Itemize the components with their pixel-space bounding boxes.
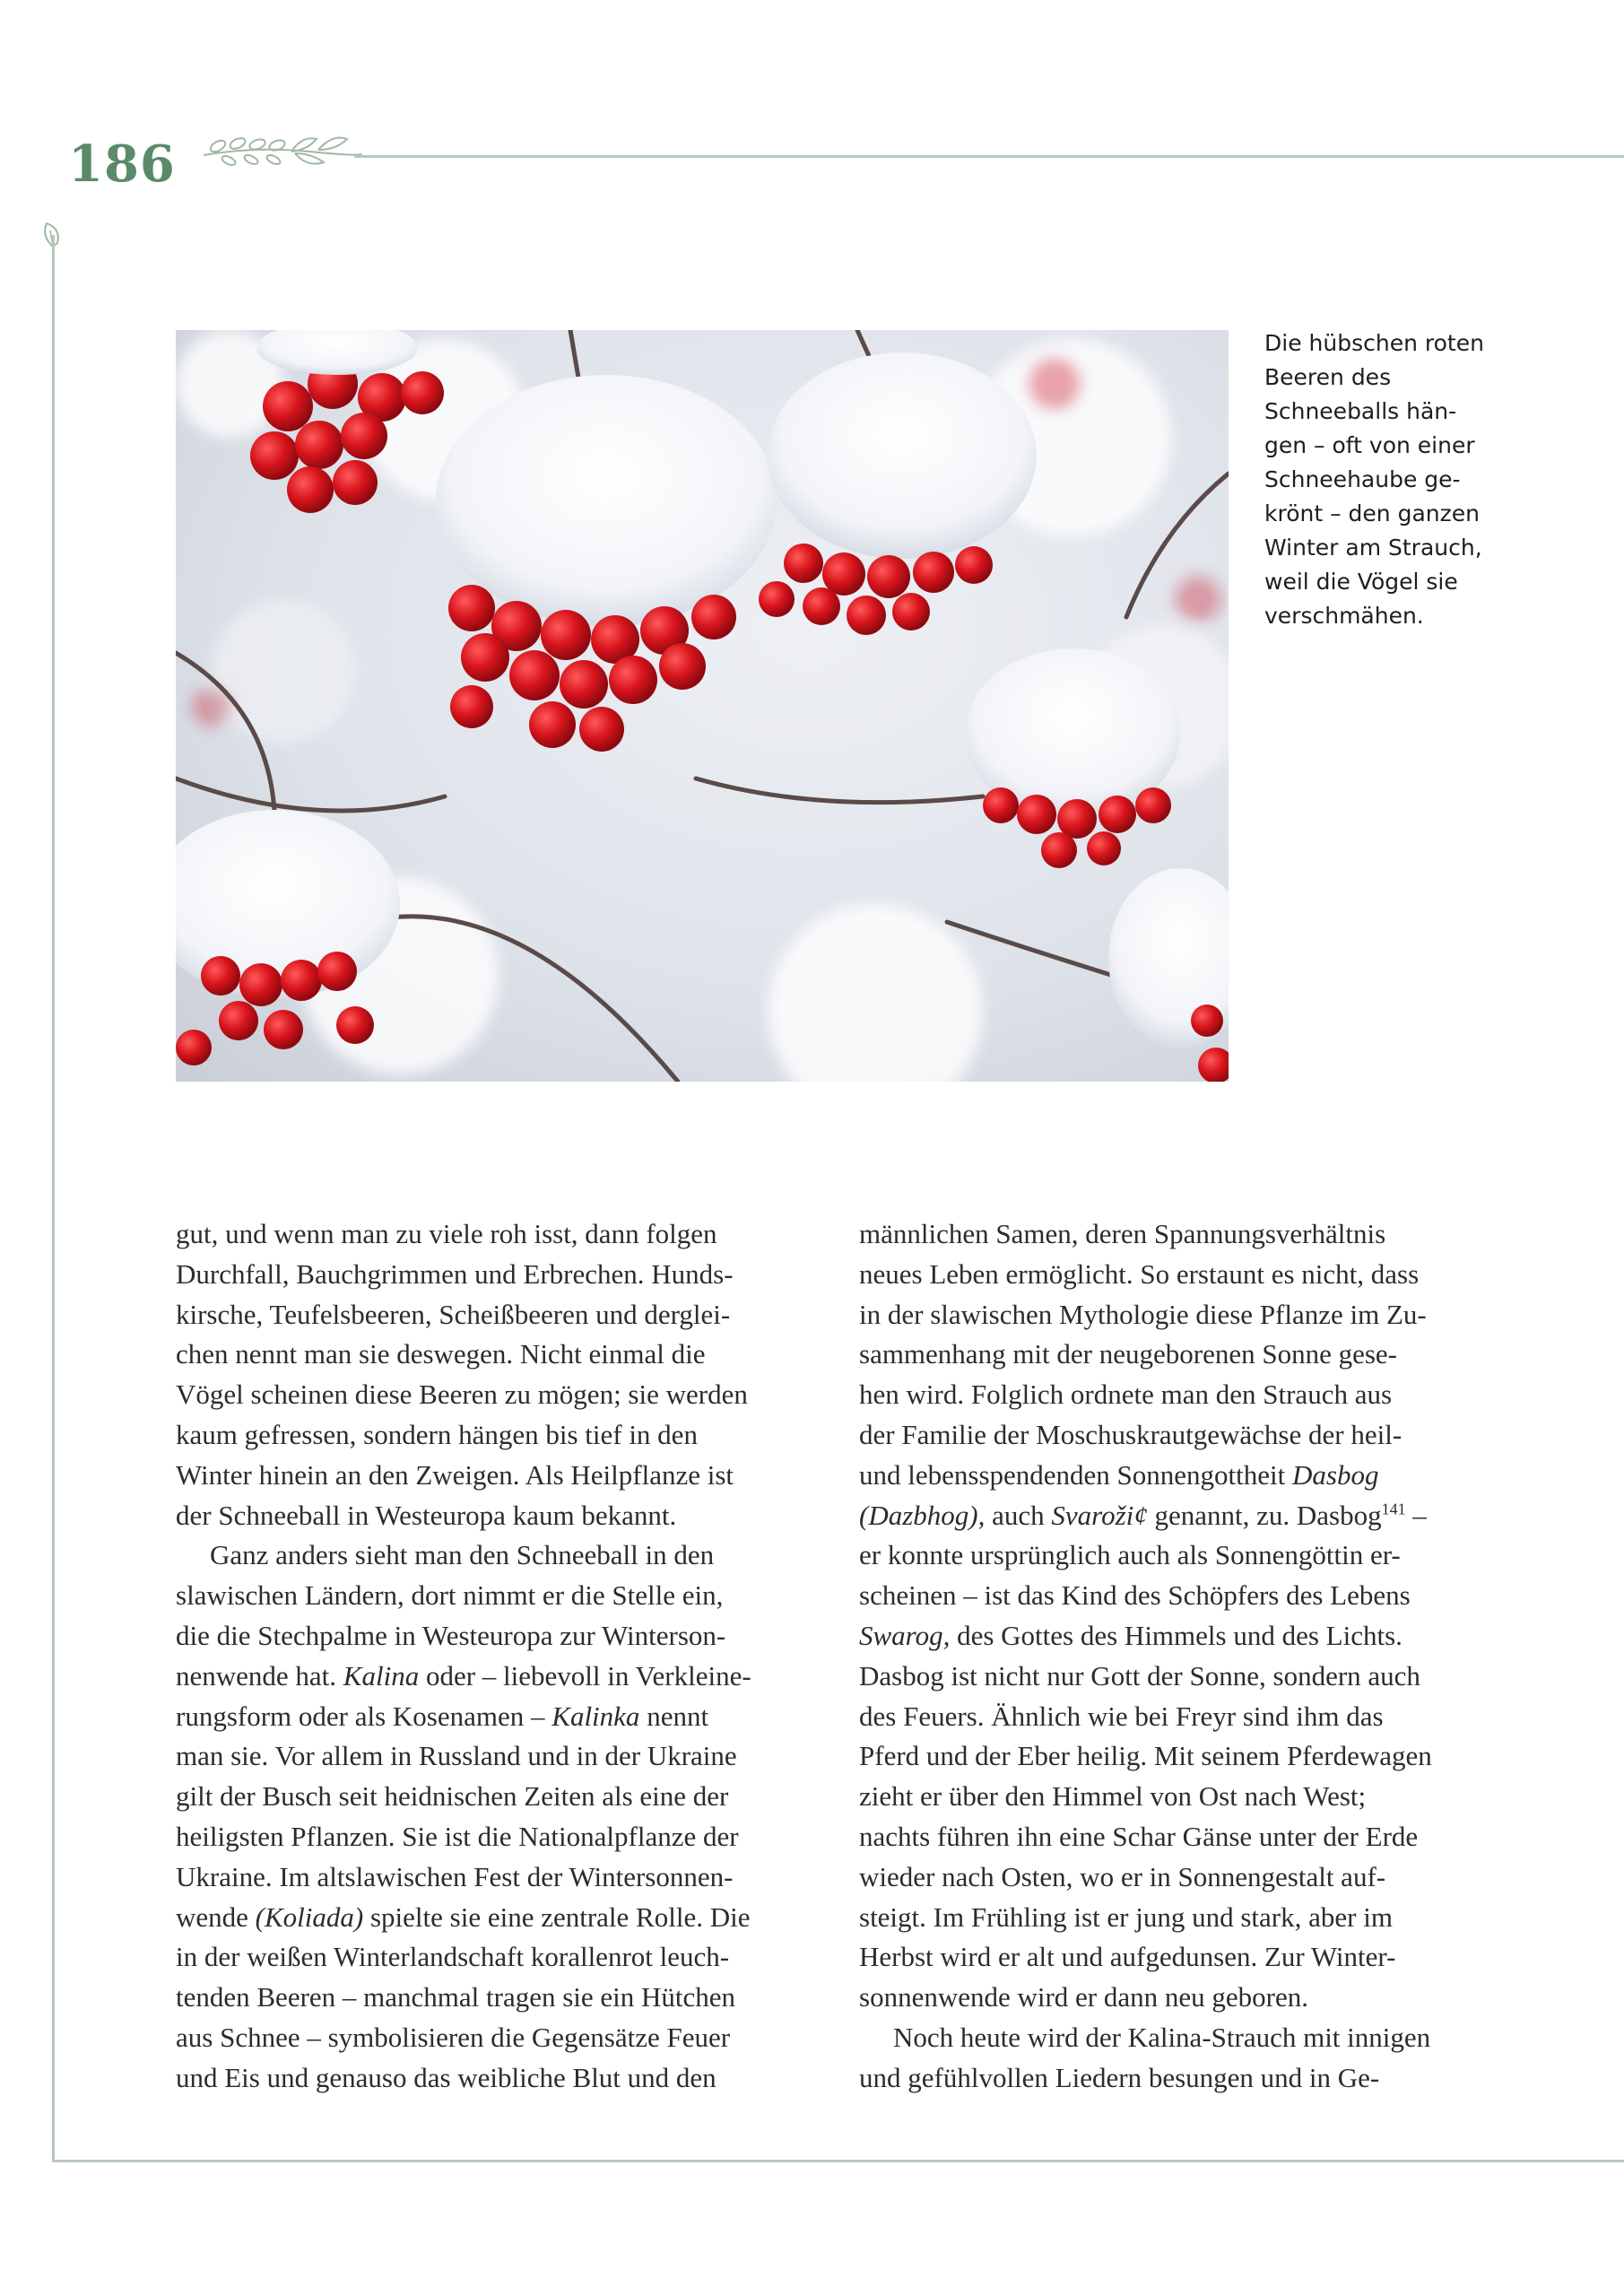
text-line: der Familie der Moschuskrautgewächse der heil- (859, 1418, 1403, 1450)
text-line: kirsche, Teufelsbeeren, Scheißbeeren und derglei- (176, 1298, 731, 1330)
text-line: des Feuers. Ähnlich wie bei Freyr sind ihm das (859, 1700, 1384, 1732)
text-line: gut, und wenn man zu viele roh isst, dann folgen (176, 1218, 717, 1249)
page-frame-left (52, 235, 55, 2161)
italic-term: Swarog, (859, 1619, 951, 1651)
page-number: 186 (68, 135, 176, 194)
text-line: und lebensspendenden Sonnengottheit Dasbog (859, 1458, 1379, 1491)
text-line: man sie. Vor allem in Russland und in der Ukraine (176, 1740, 737, 1772)
text-line: und Eis und genauso das weibliche Blut und den (176, 2061, 716, 2093)
text-line: die die Stechpalme in Westeuropa zur Winterson- (176, 1619, 726, 1651)
text-line: heiligsten Pflanzen. Sie ist die Nationalpflanze der (176, 1820, 739, 1852)
text-line: slawischen Ländern, dort nimmt er die Stelle ein, (176, 1579, 724, 1612)
text-line: und gefühlvollen Liedern besungen und in Ge- (859, 2061, 1380, 2093)
text-line: Herbst wird er alt und aufgedunsen. Zur Winter- (859, 1941, 1396, 1973)
text-line: Winter hinein an den Zweigen. Als Heilpflanze ist (176, 1458, 734, 1491)
italic-term: Svaroži¢ (1051, 1499, 1148, 1531)
text-line: neues Leben ermöglicht. So erstaunt es nicht, dass (859, 1257, 1420, 1290)
text-line: Vögel scheinen diese Beeren zu mögen; sie werden (176, 1378, 748, 1411)
text-line: hen wird. Folglich ordnete man den Strauch aus (859, 1378, 1393, 1411)
text-line: tenden Beeren – manchmal tragen sie ein Hütchen (176, 1981, 736, 2013)
text-line: der Schneeball in Westeuropa kaum bekannt. (176, 1499, 677, 1531)
page-frame-bottom (52, 2160, 1624, 2162)
text-line: wieder nach Osten, wo er in Sonnengestalt auf- (859, 1860, 1386, 1892)
italic-term: Kalinka (551, 1700, 640, 1732)
text-line: in der weißen Winterlandschaft korallenrot leuch- (176, 1941, 730, 1973)
text-line: nenwende hat. Kalina oder – liebevoll in Verkleine- (176, 1659, 751, 1692)
text-line: gilt der Busch seit heidnischen Zeiten als eine der (176, 1780, 729, 1813)
text-line: Swarog, des Gottes des Himmels und des Lichts. (859, 1619, 1403, 1651)
italic-term: (Dazbhog), (859, 1499, 986, 1531)
text-line: nachts führen ihn eine Schar Gänse unter der Erde (859, 1820, 1419, 1852)
text-line: zieht er über den Himmel von Ost nach West; (859, 1780, 1367, 1813)
italic-term: (Koliada) (255, 1900, 364, 1933)
text-line: scheinen – ist das Kind des Schöpfers des Lebens (859, 1579, 1411, 1612)
text-line: steigt. Im Frühling ist er jung und stark, aber im (859, 1900, 1393, 1933)
text-line: sonnenwende wird er dann neu geboren. (859, 1981, 1308, 2013)
body-column-right (859, 1214, 1505, 2099)
text-line: Durchfall, Bauchgrimmen und Erbrechen. Hunds- (176, 1257, 734, 1290)
text-line: (Dazbhog), auch Svaroži¢ genannt, zu. Dasbog$^{141}$ – (859, 1499, 1427, 1531)
text-line: männlichen Samen, deren Spannungsverhältnis (859, 1218, 1386, 1249)
snowball-berries-photo (176, 330, 1229, 1082)
text-line: er konnte ursprünglich auch als Sonnengöttin er- (859, 1539, 1401, 1571)
text-line: Ganz anders sieht man den Schneeball in den (210, 1539, 715, 1571)
text-line: rungsform oder als Kosenamen – Kalinka nennt (176, 1700, 709, 1732)
header-rule (354, 155, 1624, 158)
photo-caption: Die hübschen roten Beeren des Schneeballs hän- gen – oft von einer Schneehaube ge- krönt – den ganzen Winter am Strauch, weil die Vögel sie verschmähen. (1264, 330, 1484, 629)
text-line: wende (Koliada) spielte sie eine zentrale Rolle. Die (176, 1900, 751, 1933)
text-line: Noch heute wird der Kalina-Strauch mit innigen (893, 2021, 1431, 2053)
body-column-left (176, 1214, 821, 2099)
text-line: Ukraine. Im altslawischen Fest der Wintersonnen- (176, 1860, 734, 1892)
text-line: in der slawischen Mythologie diese Pflanze im Zu- (859, 1298, 1427, 1330)
italic-term: Kalina (343, 1659, 420, 1692)
footnote-marker: 141 (1381, 1500, 1406, 1518)
text-line: sammenhang mit der neugeborenen Sonne gese- (859, 1338, 1398, 1370)
italic-term: Dasbog (1292, 1458, 1379, 1491)
text-line: Pferd und der Eber heilig. Mit seinem Pferdewagen (859, 1740, 1432, 1772)
text-line: kaum gefressen, sondern hängen bis tief in den (176, 1418, 698, 1450)
text-line: aus Schnee – symbolisieren die Gegensätze Feuer (176, 2021, 731, 2053)
text-line: chen nennt man sie deswegen. Nicht einmal die (176, 1338, 706, 1370)
vine-ornament-icon (202, 130, 363, 175)
text-line: Dasbog ist nicht nur Gott der Sonne, sondern auch (859, 1659, 1420, 1692)
